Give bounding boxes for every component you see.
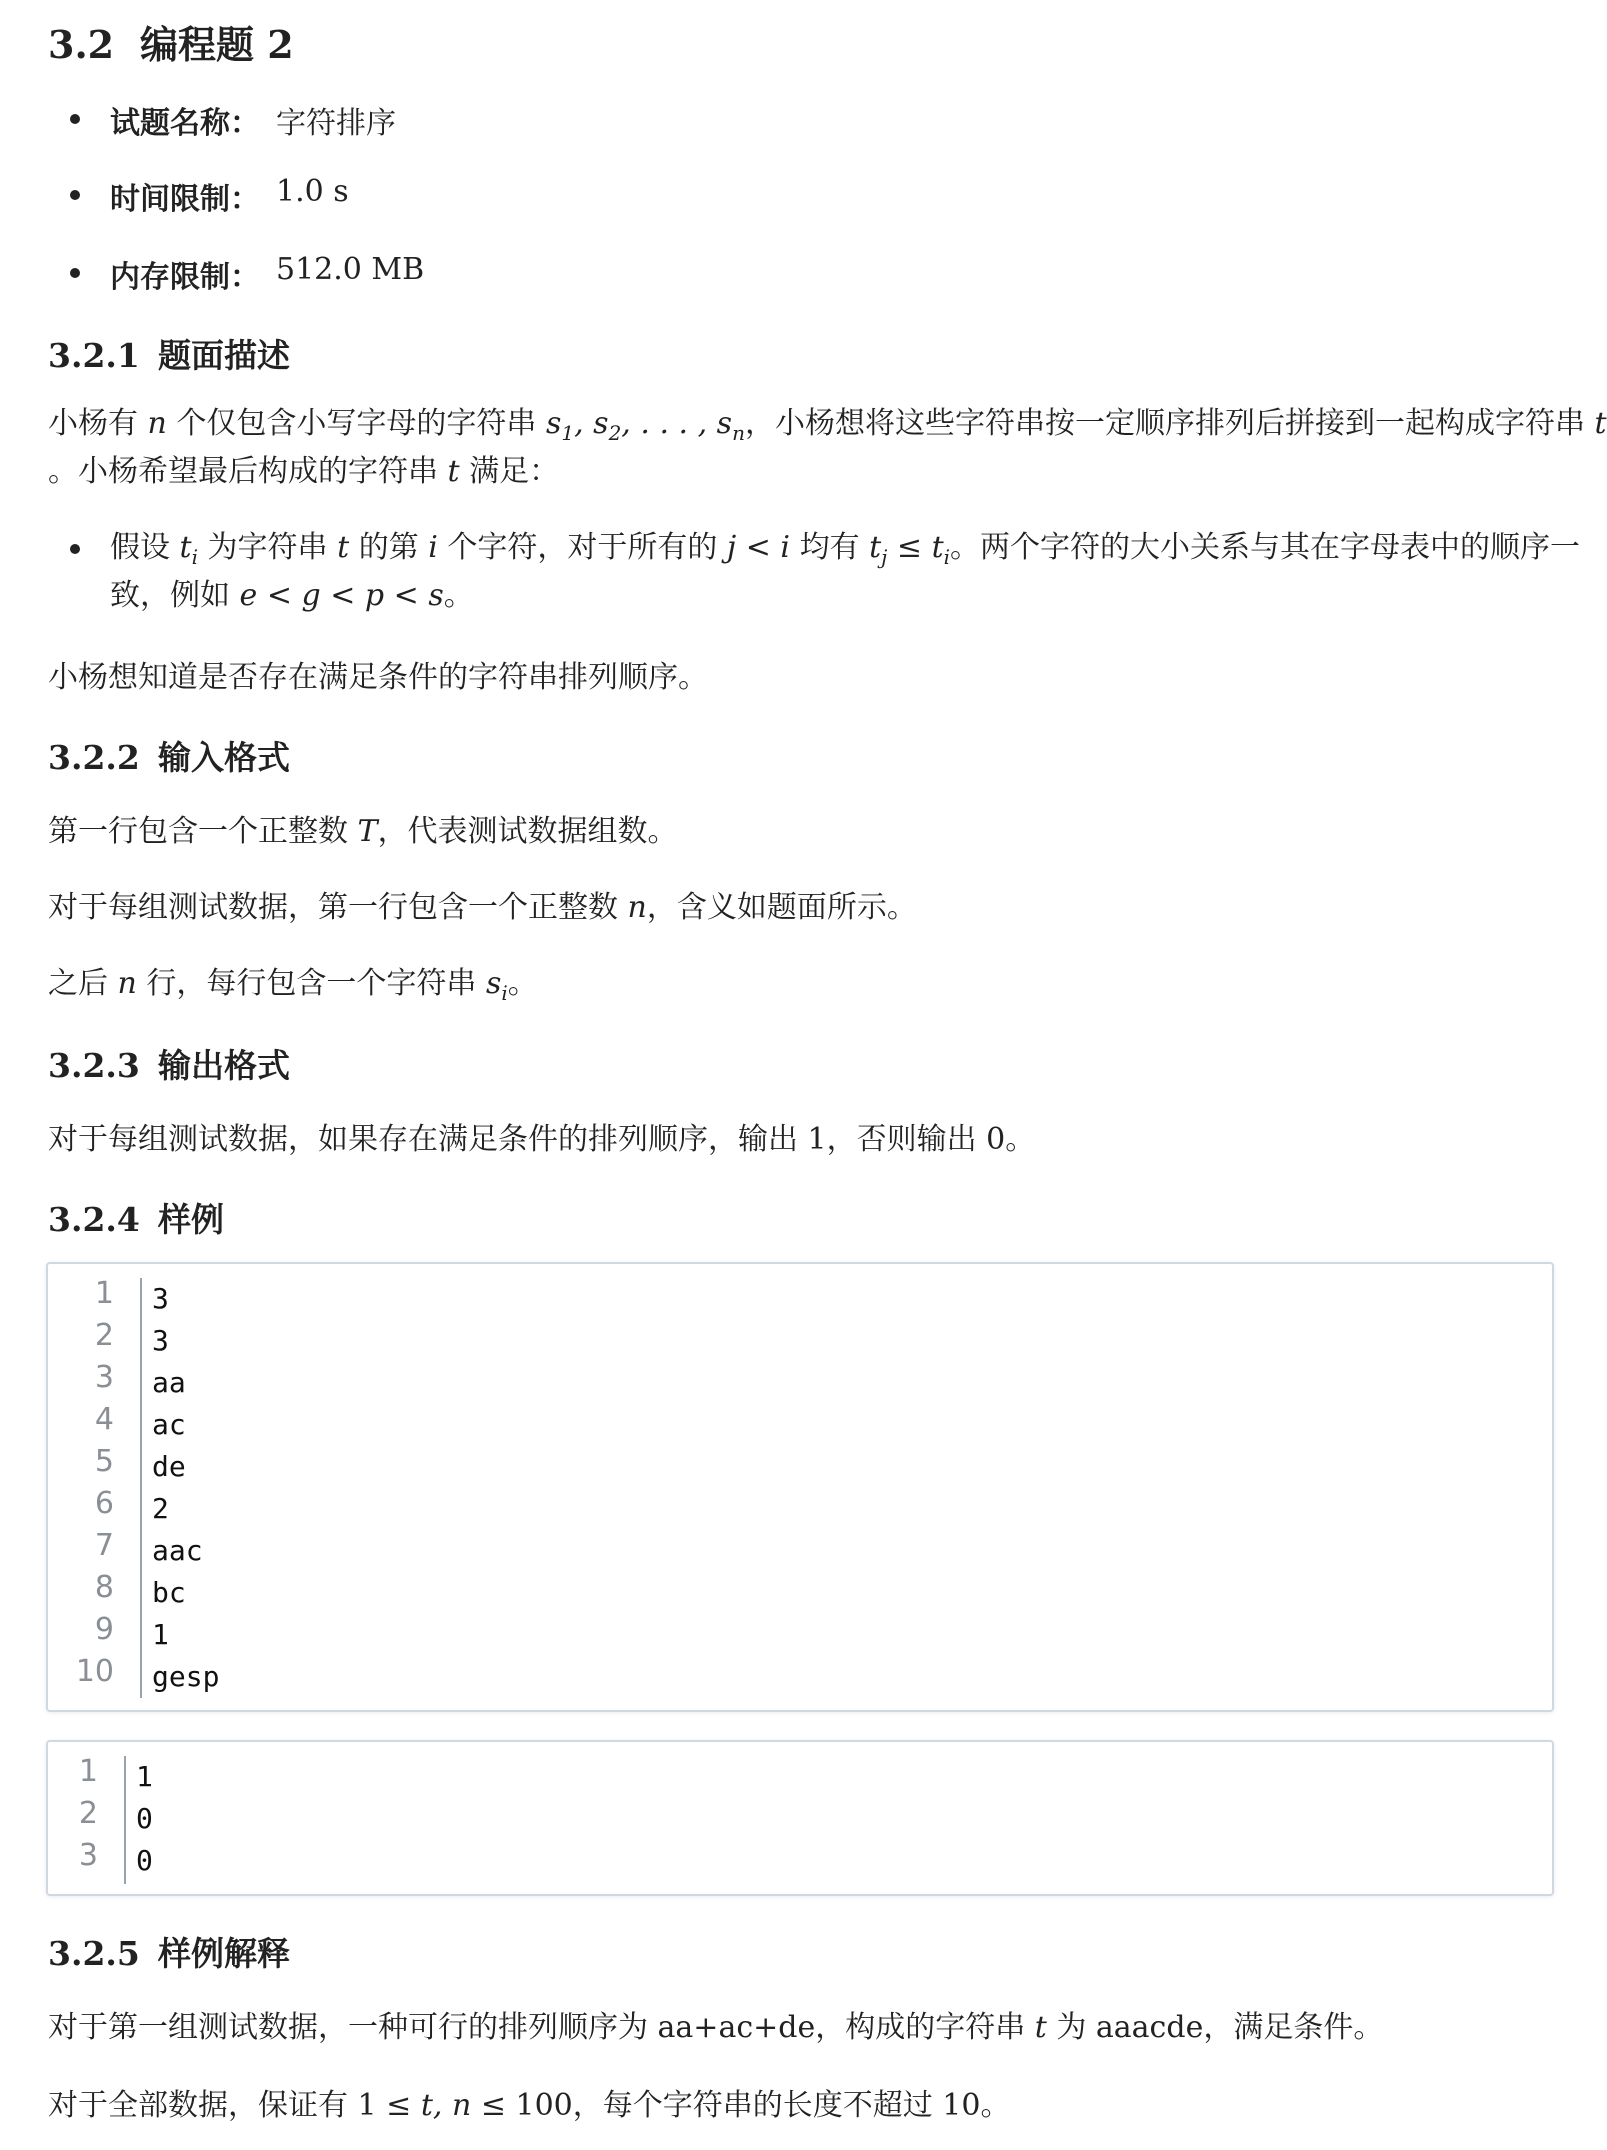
section-heading xyxy=(48,14,294,69)
sample-output-block xyxy=(46,1740,1554,1896)
line-number: 8 xyxy=(94,1570,114,1605)
line-number: 3 xyxy=(94,1360,114,1395)
code-text: 2 xyxy=(152,1492,169,1525)
line-number: 9 xyxy=(94,1612,114,1647)
heading-number: 3.2.2 xyxy=(48,738,140,777)
code-text: 3 xyxy=(152,1324,169,1357)
text: ≤ 100，每个字符串的长度不超过 10。 xyxy=(471,2088,1011,2123)
code-line xyxy=(48,1612,1552,1654)
section-number: 3.2 xyxy=(48,22,115,67)
math-var: n xyxy=(147,406,167,441)
code-line xyxy=(48,1486,1552,1528)
heading-description xyxy=(48,330,290,377)
text: 。小杨希望最后构成的字符串 xyxy=(48,454,448,489)
code-text: 0 xyxy=(136,1844,153,1877)
text: 小杨有 xyxy=(48,406,148,441)
code-text: bc xyxy=(152,1576,186,1609)
heading-title: 题面描述 xyxy=(158,336,290,375)
text: ，小杨想将这些字符串按一定顺序排列后拼接到一起构成字符串 xyxy=(744,406,1595,441)
line-number: 7 xyxy=(94,1528,114,1563)
meta-value: 1.0 s xyxy=(276,174,349,209)
line-number: 4 xyxy=(94,1402,114,1437)
code-text: 1 xyxy=(152,1618,169,1651)
section-title: 编程题 2 xyxy=(140,22,294,67)
code-line xyxy=(48,1570,1552,1612)
line-number: 2 xyxy=(94,1318,114,1353)
heading-number: 3.2.3 xyxy=(48,1046,140,1085)
math-expr: e < g < p < s xyxy=(239,578,444,613)
sample-input-block xyxy=(46,1262,1554,1712)
math-var: t xyxy=(1594,406,1607,441)
bullet-icon xyxy=(70,268,80,278)
heading-number: 3.2.5 xyxy=(48,1934,140,1973)
text: 对于每组测试数据，第一行包含一个正整数 xyxy=(48,890,628,925)
text: 对于全部数据，保证有 1 ≤ xyxy=(48,2088,421,2123)
text: 。 xyxy=(443,578,474,613)
heading-title: 样例 xyxy=(158,1200,224,1239)
input-paragraph-3 xyxy=(48,960,1548,1017)
code-text: gesp xyxy=(152,1660,220,1693)
bullet-line-2 xyxy=(110,572,474,620)
math-var: t xyxy=(337,530,350,565)
code-text: 0 xyxy=(136,1802,153,1835)
heading-number: 3.2.1 xyxy=(48,336,140,375)
explanation-paragraph-1 xyxy=(48,2004,1548,2052)
text: 。两个字符的大小关系与其在字母表中的顺序一 xyxy=(950,530,1581,565)
code-line xyxy=(48,1528,1552,1570)
text: 行，每行包含一个字符串 xyxy=(136,966,486,1001)
line-number: 5 xyxy=(94,1444,114,1479)
heading-explanation xyxy=(48,1928,290,1975)
bullet-icon xyxy=(70,190,80,200)
text: 均有 xyxy=(790,530,870,565)
text: 之后 xyxy=(48,966,118,1001)
line-number: 1 xyxy=(78,1754,98,1789)
code-line xyxy=(48,1654,1552,1696)
output-paragraph: 对于每组测试数据，如果存在满足条件的排列顺序，输出 1，否则输出 0。 xyxy=(48,1122,1036,1157)
code-text: 3 xyxy=(152,1282,169,1315)
text: 对于第一组测试数据，一种可行的排列顺序为 aa+ac+de，构成的字符串 xyxy=(48,2010,1035,2045)
code-line xyxy=(48,1360,1552,1402)
text: 个字符，对于所有的 xyxy=(437,530,727,565)
math-var: n xyxy=(627,890,647,925)
code-text: 1 xyxy=(136,1760,153,1793)
text: 第一行包含一个正整数 xyxy=(48,814,358,849)
meta-label: 内存限制： xyxy=(110,260,260,295)
code-text: aac xyxy=(152,1534,203,1567)
text: 为 aaacde，满足条件。 xyxy=(1046,2010,1384,2045)
math-expr: $t_j \le t_i$ xyxy=(869,530,951,569)
text: 的第 xyxy=(349,530,429,565)
line-number: 3 xyxy=(78,1838,98,1873)
text: ，代表测试数据组数。 xyxy=(377,814,678,849)
code-line xyxy=(48,1318,1552,1360)
bullet-icon xyxy=(70,114,80,124)
code-line xyxy=(48,1838,1552,1880)
code-line xyxy=(48,1796,1552,1838)
math-var: $s_i$ xyxy=(485,966,508,1005)
math-var: t, n xyxy=(420,2088,472,2123)
math-var: i xyxy=(428,530,438,565)
math-seq: $s_1$, $s_2$, . . . , $s_n$ xyxy=(545,406,745,445)
heading-input xyxy=(48,732,290,779)
code-line xyxy=(48,1276,1552,1318)
math-expr: j < i xyxy=(726,530,791,565)
math-var: T xyxy=(357,814,378,849)
meta-value: 字符排序 xyxy=(276,106,396,141)
code-line xyxy=(48,1444,1552,1486)
text: 个仅包含小写字母的字符串 xyxy=(166,406,546,441)
code-line xyxy=(48,1402,1552,1444)
explanation-paragraph-2 xyxy=(48,2082,1548,2130)
math-var: t xyxy=(1034,2010,1047,2045)
text: 致，例如 xyxy=(110,578,240,613)
math-var: $t_i$ xyxy=(179,530,199,569)
text: 满足： xyxy=(459,454,560,489)
heading-title: 输出格式 xyxy=(158,1046,290,1085)
heading-output xyxy=(48,1040,290,1087)
code-text: ac xyxy=(152,1408,186,1441)
line-number: 1 xyxy=(94,1276,114,1311)
meta-label: 时间限制： xyxy=(110,182,260,217)
math-var: n xyxy=(117,966,137,1001)
meta-value: 512.0 MB xyxy=(276,252,425,287)
heading-title: 输入格式 xyxy=(158,738,290,777)
description-paragraph-1-cont xyxy=(48,448,1548,496)
code-text: de xyxy=(152,1450,186,1483)
heading-title: 样例解释 xyxy=(158,1934,290,1973)
input-paragraph-2 xyxy=(48,884,1548,932)
text: 假设 xyxy=(110,530,180,565)
code-text: aa xyxy=(152,1366,186,1399)
code-line xyxy=(48,1754,1552,1796)
math-var: t xyxy=(447,454,460,489)
text: 。 xyxy=(507,966,538,1001)
text: 为字符串 xyxy=(198,530,338,565)
bullet-icon xyxy=(70,544,80,554)
text: ，含义如题面所示。 xyxy=(646,890,917,925)
meta-label: 试题名称： xyxy=(110,106,260,141)
description-paragraph-2: 小杨想知道是否存在满足条件的字符串排列顺序。 xyxy=(48,660,708,695)
input-paragraph-1 xyxy=(48,808,1548,856)
line-number: 2 xyxy=(78,1796,98,1831)
line-number: 10 xyxy=(75,1654,114,1689)
heading-sample xyxy=(48,1194,224,1241)
line-number: 6 xyxy=(94,1486,114,1521)
heading-number: 3.2.4 xyxy=(48,1200,140,1239)
